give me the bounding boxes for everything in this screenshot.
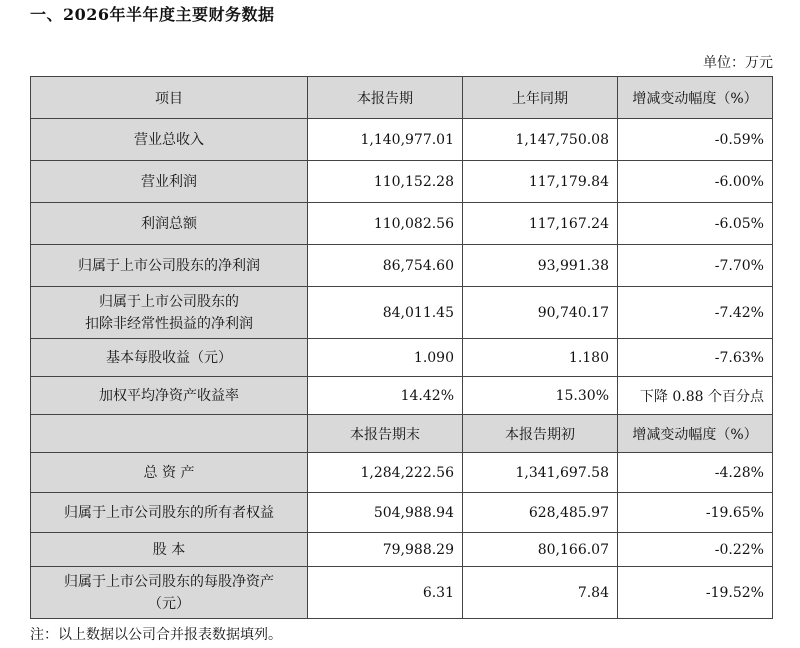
table-row [31, 119, 773, 161]
table-row [31, 245, 773, 287]
table-row [31, 287, 773, 339]
row-label: 基本每股收益（元） [31, 339, 308, 377]
table-row [31, 567, 773, 619]
prior-value: 117,179.84 [463, 161, 618, 203]
row-label-line2: 扣除非经常性损益的净利润 [85, 315, 253, 332]
table-header-row [31, 77, 773, 119]
current-value: 1,140,977.01 [308, 119, 463, 161]
subheader-period-start: 本报告期初 [463, 415, 618, 453]
change-value: -0.22% [618, 533, 773, 567]
change-value: -4.28% [618, 453, 773, 493]
current-value: 79,988.29 [308, 533, 463, 567]
row-label: 股 本 [31, 533, 308, 567]
change-value: -7.42% [618, 287, 773, 339]
row-label: 营业总收入 [31, 119, 308, 161]
row-label-line2: （元） [148, 595, 190, 612]
unit-label: 单位：万元 [703, 55, 773, 71]
section-title: 一、2026年半年度主要财务数据 [30, 5, 275, 24]
change-value: -7.70% [618, 245, 773, 287]
row-label: 利润总额 [31, 203, 308, 245]
change-value: -6.00% [618, 161, 773, 203]
table-row [31, 377, 773, 415]
change-value: -19.65% [618, 493, 773, 533]
prior-value: 80,166.07 [463, 533, 618, 567]
current-value: 110,152.28 [308, 161, 463, 203]
prior-value: 7.84 [463, 567, 618, 619]
financial-data-table [30, 76, 773, 619]
subheader-blank [31, 415, 308, 453]
change-value: 下降 0.88 个百分点 [618, 377, 773, 415]
current-value: 504,988.94 [308, 493, 463, 533]
row-label: 营业利润 [31, 161, 308, 203]
row-label: 归属于上市公司股东的净利润 [31, 245, 308, 287]
change-value: -19.52% [618, 567, 773, 619]
row-label: 加权平均净资产收益率 [31, 377, 308, 415]
prior-value: 93,991.38 [463, 245, 618, 287]
header-prior-period: 上年同期 [463, 77, 618, 119]
subheader-change: 增减变动幅度（%） [618, 415, 773, 453]
header-current-period: 本报告期 [308, 77, 463, 119]
change-value: -0.59% [618, 119, 773, 161]
subheader-period-end: 本报告期末 [308, 415, 463, 453]
current-value: 86,754.60 [308, 245, 463, 287]
current-value: 6.31 [308, 567, 463, 619]
header-change: 增减变动幅度（%） [618, 77, 773, 119]
header-item: 项目 [31, 77, 308, 119]
current-value: 1,284,222.56 [308, 453, 463, 493]
table-row [31, 533, 773, 567]
change-value: -6.05% [618, 203, 773, 245]
prior-value: 117,167.24 [463, 203, 618, 245]
prior-value: 1.180 [463, 339, 618, 377]
prior-value: 90,740.17 [463, 287, 618, 339]
prior-value: 1,341,697.58 [463, 453, 618, 493]
prior-value: 628,485.97 [463, 493, 618, 533]
current-value: 110,082.56 [308, 203, 463, 245]
current-value: 14.42% [308, 377, 463, 415]
table-row [31, 339, 773, 377]
row-label-line1: 归属于上市公司股东的每股净资产 [64, 573, 274, 590]
footnote: 注：以上数据以公司合并报表数据填列。 [30, 627, 282, 643]
table-row [31, 203, 773, 245]
row-label: 总 资 产 [31, 453, 308, 493]
table-row [31, 161, 773, 203]
row-label [31, 567, 308, 619]
table-subheader-row [31, 415, 773, 453]
row-label-line1: 归属于上市公司股东的 [99, 293, 239, 310]
prior-value: 1,147,750.08 [463, 119, 618, 161]
table-row [31, 453, 773, 493]
table-row [31, 493, 773, 533]
prior-value: 15.30% [463, 377, 618, 415]
row-label: 归属于上市公司股东的所有者权益 [31, 493, 308, 533]
row-label [31, 287, 308, 339]
change-value: -7.63% [618, 339, 773, 377]
current-value: 84,011.45 [308, 287, 463, 339]
current-value: 1.090 [308, 339, 463, 377]
